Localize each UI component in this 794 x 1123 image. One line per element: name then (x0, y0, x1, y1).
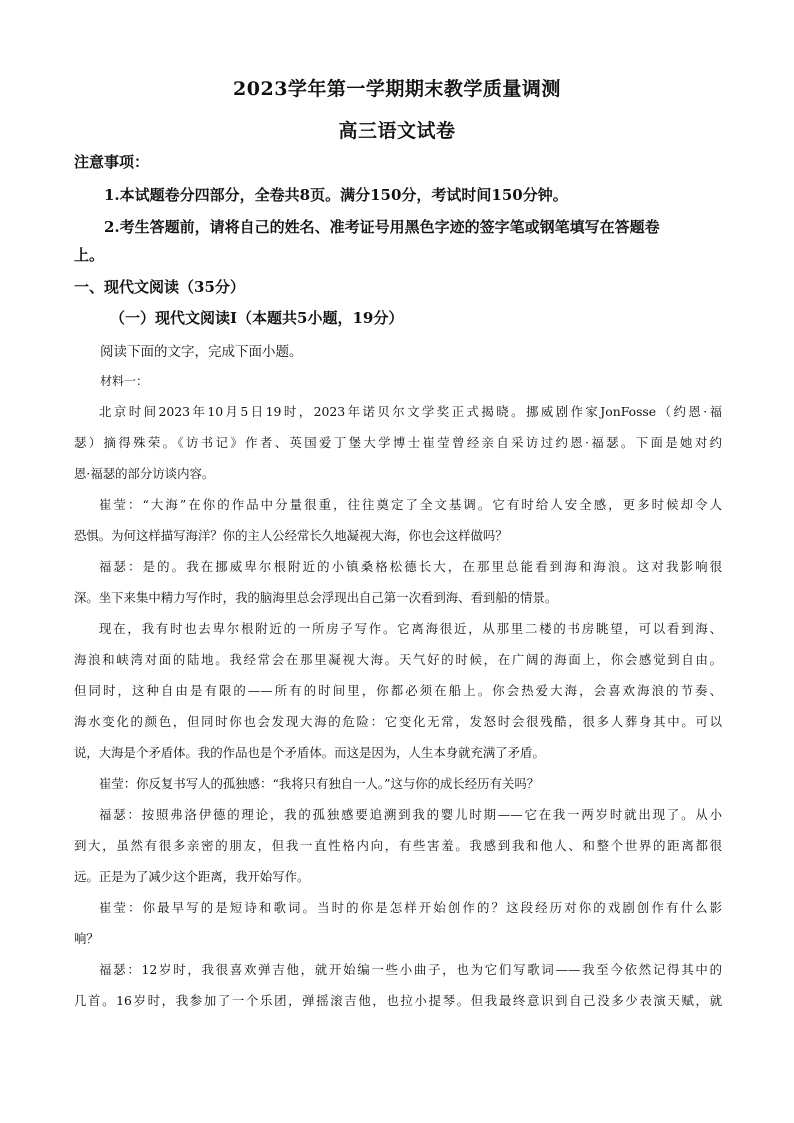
passage-body (74, 396, 722, 1016)
passage-line: 现在，我有时也去卑尔根附近的一所房子写作。它离海很近，从那里二楼的书房眺望，可以看到海、 (99, 621, 722, 636)
passage-line: 福瑟：按照弗洛伊德的理论，我的孤独感要追溯到我的婴儿时期——它在我一两岁时就出现了。从小 (99, 807, 722, 822)
passage-line: 恐惧。为何这样描写海洋？你的主人公经常长久地凝视大海，你也会这样做吗？ (74, 528, 508, 543)
passage-line: 崔莹：“大海”在你的作品中分量很重，往往奠定了全文基调。它有时给人安全感，更多时候却令人 (99, 497, 722, 512)
passage-line: 到大，虽然有很多亲密的朋友，但我一直性格内向，有些害羞。我感到我和他人、和整个世界的距离都很 (74, 838, 722, 853)
notice-item-2-line-2: 上。 (74, 246, 105, 264)
passage-line: 海浪和峡湾对面的陆地。我经常会在那里凝视大海。天气好的时候，在广阔的海面上，你会感觉到自由。 (74, 652, 722, 667)
material-label: 材料一： (100, 374, 149, 388)
passage-line: 响？ (74, 931, 99, 946)
passage-line: 福瑟：是的。我在挪威卑尔根附近的小镇桑格松德长大，在那里总能看到海和海浪。这对我影响很 (99, 559, 722, 574)
subsection-heading: （一）现代文阅读Ⅰ（本题共5小题，19分） (110, 309, 404, 327)
passage-line: 福瑟：12岁时，我很喜欢弹吉他，就开始编一些小曲子，也为它们写歌词——我至今依然记得其中的 (99, 962, 722, 977)
passage-line: 崔莹：你最早写的是短诗和歌词。当时的你是怎样开始创作的？这段经历对你的戏剧创作有什么影 (99, 900, 722, 915)
passage-line: 恩·福瑟的部分访谈内容。 (74, 466, 215, 481)
passage-line: 说，大海是个矛盾体。我的作品也是个矛盾体。而这是因为，人生本身就充满了矛盾。 (74, 745, 545, 760)
exam-subtitle: 高三语文试卷 (338, 120, 456, 142)
passage-line: 海水变化的颜色，但同时你也会发现大海的危险：它变化无常，发怒时会很残酷，很多人葬身其中。可以 (74, 714, 722, 729)
passage-line: 但同时，这种自由是有限的——所有的时间里，你都必须在船上。你会热爱大海，会喜欢海浪的节奏、 (74, 683, 722, 698)
passage-line: 远。正是为了减少这个距离，我开始写作。 (74, 869, 310, 884)
reading-instruction: 阅读下面的文字，完成下面小题。 (100, 344, 303, 360)
section-heading: 一、现代文阅读（35分） (74, 278, 245, 296)
passage-line: 崔莹：你反复书写人的孤独感：“我将只有独自一人。”这与你的成长经历有关吗？ (99, 776, 540, 791)
exam-title: 2023学年第一学期期末教学质量调测 (233, 78, 561, 100)
notice-item-2-line-1: 2.考生答题前，请将自己的姓名、准考证号用黑色字迹的签字笔或钢笔填写在答题卷 (104, 218, 660, 236)
passage-line: 北京时间2023年10月5日19时，2023年诺贝尔文学奖正式揭晓。挪威剧作家JonFosse（约恩·福 (99, 404, 722, 419)
notice-item-1: 1.本试题卷分四部分，全卷共8页。满分150分，考试时间150分钟。 (104, 186, 568, 204)
passage-line: 深。坐下来集中精力写作时，我的脑海里总会浮现出自己第一次看到海、看到船的情景。 (74, 590, 558, 605)
passage-line: 瑟）摘得殊荣。《访书记》作者、英国爱丁堡大学博士崔莹曾经亲自采访过约恩·福瑟。下面是她对约 (74, 435, 722, 450)
notice-heading: 注意事项： (74, 153, 150, 171)
passage-line: 几首。16岁时，我参加了一个乐团，弹摇滚吉他，也拉小提琴。但我最终意识到自己没多少表演天赋，就 (74, 993, 722, 1008)
